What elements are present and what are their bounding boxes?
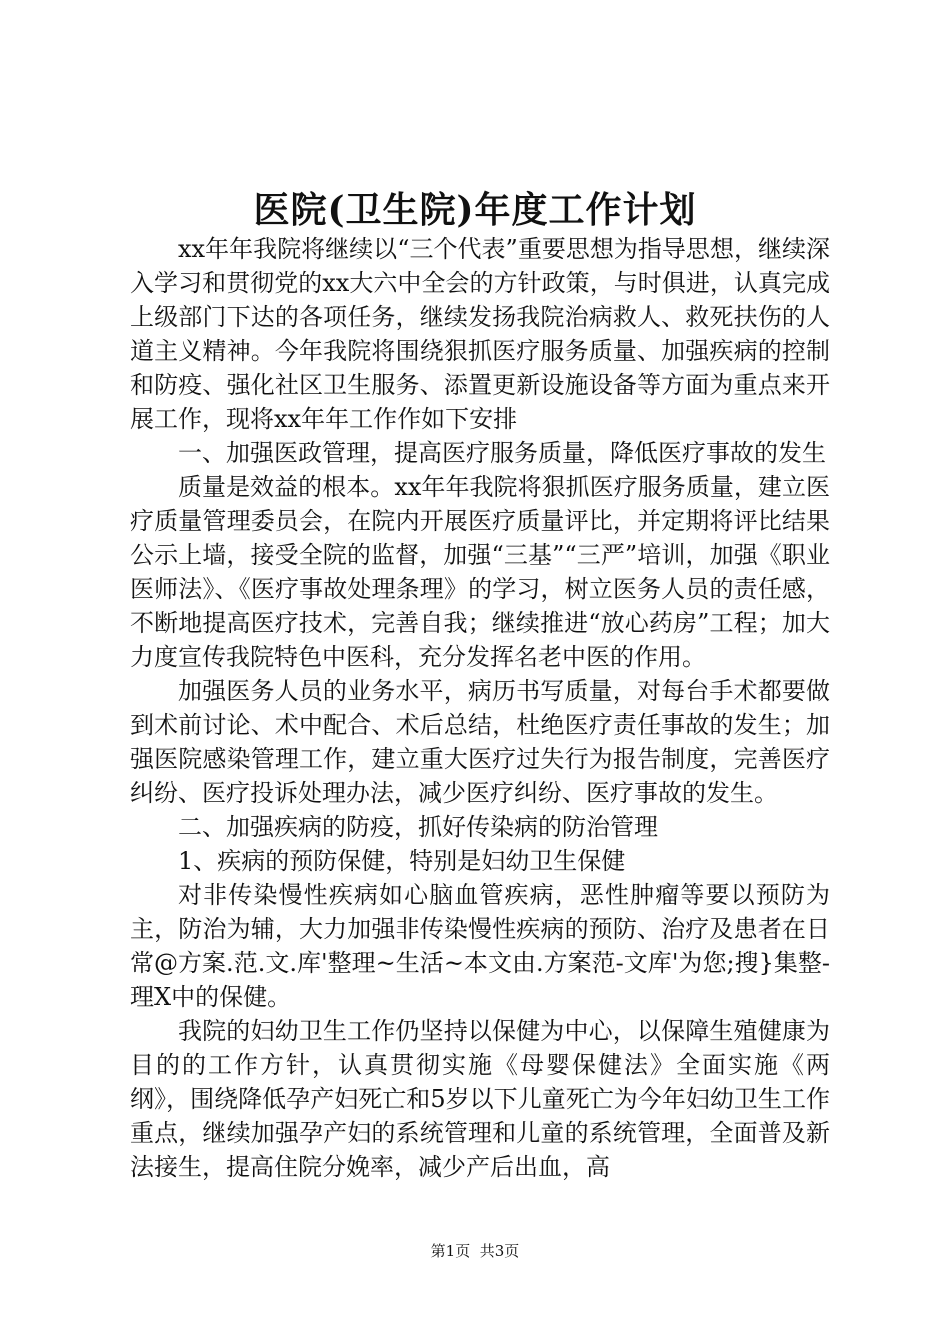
paragraph-prevention: 对非传染慢性疾病如心脑血管疾病，恶性肿瘤等要以预防为主，防治为辅，大力加强非传染慢性疾病的预防、治疗及患者在日常@方案.范.文.库'整理~生活~本文由.方案范-文库'为您;搜}集整-理X中的保健。 [130, 881, 830, 1011]
heading-subsection-1: 1、疾病的预防保健，特别是妇幼卫生保健 [178, 847, 626, 875]
document-title: 医院(卫生院)年度工作计划 [253, 189, 697, 231]
heading-section-1: 一、加强医政管理，提高医疗服务质量，降低医疗事故的发生 [178, 439, 826, 467]
page-number: 第1页 [430, 1242, 471, 1260]
paragraph-intro: xx年年我院将继续以“三个代表”重要思想为指导思想，继续深入学习和贯彻党的xx大六中全会的方针政策，与时俱进，认真完成上级部门下达的各项任务，继续发扬我院治病救人、救死扶伤的人道主义精神。今年我院将围绕狠抓医疗服务质量、加强疾病的控制和防疫、强化社区卫生服务、添置更新设施设备等方面为重点来开展工作，现将xx年年工作作如下安排 [130, 235, 830, 433]
paragraph-staff: 加强医务人员的业务水平，病历书写质量，对每台手术都要做到术前讨论、术中配合、术后总结，杜绝医疗责任事故的发生；加强医院感染管理工作，建立重大医疗过失行为报告制度，完善医疗纠纷、医疗投诉处理办法，减少医疗纠纷、医疗事故的发生。 [130, 677, 830, 807]
page-total: 共3页 [479, 1242, 520, 1260]
paragraph-maternal: 我院的妇幼卫生工作仍坚持以保健为中心，以保障生殖健康为目的的工作方针，认真贯彻实施《母婴保健法》全面实施《两纲》，围绕降低孕产妇死亡和5岁以下儿童死亡为今年妇幼卫生工作重点，继续加强孕产妇的系统管理和儿童的系统管理，全面普及新法接生，提高住院分娩率，减少产后出血，高 [130, 1017, 830, 1181]
document-body [130, 232, 830, 1184]
paragraph-quality: 质量是效益的根本。xx年年我院将狠抓医疗服务质量，建立医疗质量管理委员会，在院内开展医疗质量评比，并定期将评比结果公示上墙，接受全院的监督，加强“三基”“三严”培训，加强《职业医师法》、《医疗事故处理条理》的学习，树立医务人员的责任感，不断地提高医疗技术，完善自我；继续推进“放心药房”工程；加大力度宣传我院特色中医科，充分发挥名老中医的作用。 [130, 473, 830, 671]
heading-section-2: 二、加强疾病的防疫，抓好传染病的防治管理 [178, 813, 658, 841]
page-footer [0, 1241, 950, 1261]
